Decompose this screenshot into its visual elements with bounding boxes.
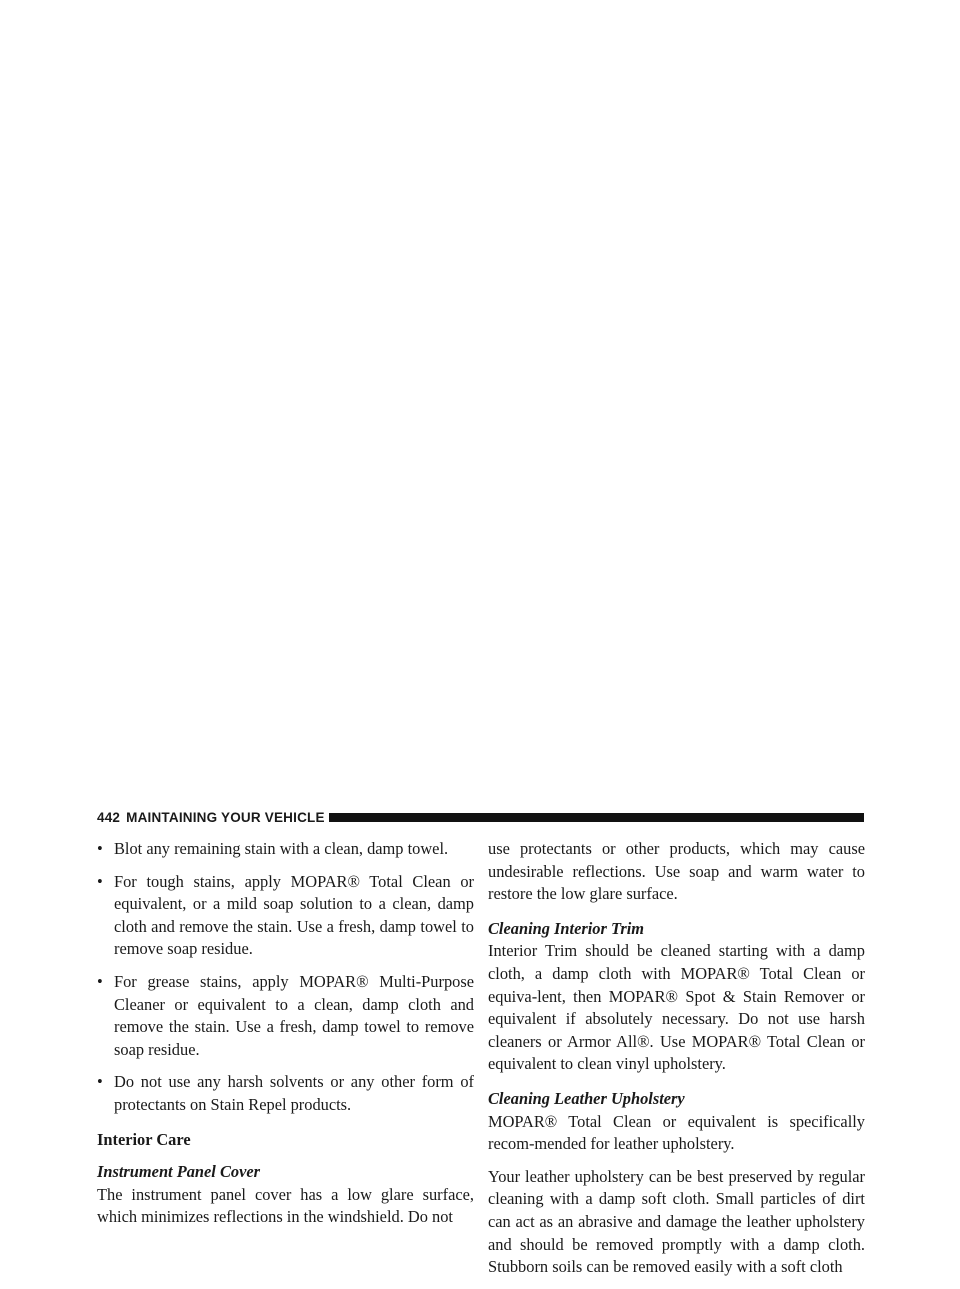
page-number: 442 — [97, 809, 121, 825]
section-title: MAINTAINING YOUR VEHICLE — [126, 809, 325, 825]
leather-block — [488, 1088, 865, 1156]
subheading-instrument-panel: Instrument Panel Cover — [97, 1162, 261, 1182]
paragraph-leather-intro: MOPAR® Total Clean or equivalent is specifically recom-mended for leather upholstery. — [488, 1111, 865, 1154]
paragraph-instrument-panel: The instrument panel cover has a low glare surface, which minimizes reflections in the windshield. Do not — [97, 1184, 474, 1227]
header-rule — [329, 813, 864, 822]
bullet-icon: • — [97, 871, 103, 891]
right-column — [488, 838, 865, 1289]
bullet-icon: • — [97, 839, 103, 858]
list-item — [97, 838, 474, 861]
bullet-icon: • — [97, 1072, 103, 1092]
subheading-interior-trim: Cleaning Interior Trim — [488, 918, 645, 938]
paragraph-continuation: use protectants or other products, which may cause undesirable reflections. Use soap and warm water to restore the low glare surface. — [488, 839, 865, 904]
trim-block — [488, 918, 865, 1076]
list-item — [97, 1071, 474, 1116]
list-item-text: Blot any remaining stain with a clean, damp towel. — [114, 839, 449, 858]
list-item-text: For grease stains, apply MOPAR® Multi-Purpose Cleaner or equivalent to a clean, damp cloth and remove the stain. Use a fresh, damp towel to remove soap residue. — [114, 971, 474, 1059]
page-header — [97, 806, 864, 828]
list-item — [97, 871, 474, 961]
left-column — [97, 838, 474, 1239]
section-heading: Interior Care — [97, 1129, 191, 1149]
subheading-leather: Cleaning Leather Upholstery — [488, 1088, 685, 1108]
bullet-icon: • — [97, 971, 103, 991]
list-item-text: Do not use any harsh solvents or any other form of protectants on Stain Repel products. — [114, 1072, 474, 1114]
paragraph-leather-care: Your leather upholstery can be best preserved by regular cleaning with a damp soft cloth. Small particles of dirt can act as an abrasive and damage the leather upholstery and should be removed promptly with a damp cloth. Stubborn soils can be removed easily with a soft cloth — [488, 1166, 865, 1277]
paragraph-interior-trim: Interior Trim should be cleaned starting with a damp cloth, a damp cloth with MOPAR® Total Clean or equiva-lent, then MOPAR® Spot & Stain Remover or equivalent if absolutely necessary. Do not use harsh cleaners or Armor All®. Use MOPAR® Total Clean or equivalent to clean vinyl upholstery. — [488, 941, 865, 1074]
list-item — [97, 971, 474, 1061]
list-item-text: For tough stains, apply MOPAR® Total Clean or equivalent, or a mild soap solution to a clean, damp cloth and remove the stain. Use a fresh, damp towel to remove soap residue. — [114, 871, 474, 959]
